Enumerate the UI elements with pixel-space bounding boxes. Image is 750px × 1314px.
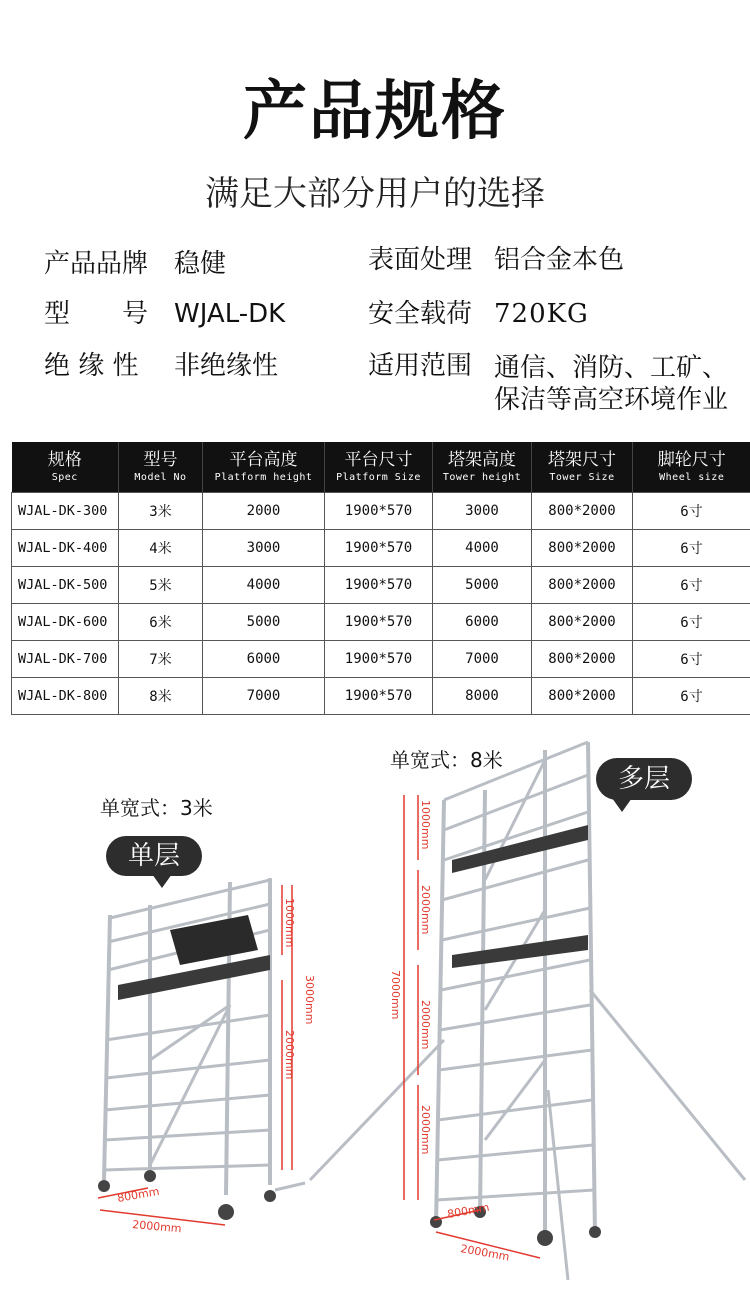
left-dim-w2: 2000mm [131,1218,183,1236]
single-layer-bubble: 单层 [106,836,202,876]
cell-platform-height: 3000 [203,530,325,567]
cell-model: 5米 [119,567,203,604]
cell-model: 4米 [119,530,203,567]
cell-tower-height: 7000 [433,641,532,678]
header-platform-size: 平台尺寸 Platform Size [325,442,433,493]
cell-tower-size: 800*2000 [532,641,633,678]
header-tower-size: 塔架尺寸 Tower Size [532,442,633,493]
cell-platform-height: 6000 [203,641,325,678]
spec-value-usage-line1: 通信、消防、工矿、 [494,353,729,383]
spec-value-surface: 铝合金本色 [494,245,625,275]
cell-model: 8米 [119,678,203,715]
right-tower-label: 单宽式：8米 [390,748,503,772]
cell-tower-height: 4000 [433,530,532,567]
cell-wheel-size: 6寸 [633,604,750,641]
spec-label-surface: 表面处理 [368,245,473,275]
cell-tower-size: 800*2000 [532,493,633,530]
cell-spec: WJAL-DK-500 [12,567,119,604]
cell-model: 6米 [119,604,203,641]
cell-spec: WJAL-DK-800 [12,678,119,715]
page-title: 产品规格 [243,75,507,149]
cell-platform-size: 1900*570 [325,641,433,678]
cell-platform-size: 1900*570 [325,678,433,715]
left-dim-d1: 1000mm [283,898,296,948]
cell-model: 7米 [119,641,203,678]
spec-value-insulation: 非绝缘性 [174,351,279,381]
cell-spec: WJAL-DK-600 [12,604,119,641]
spec-value-brand: 稳健 [174,249,227,279]
spec-value-load: 720KG [494,299,589,329]
multi-layer-tower-image [310,742,745,1280]
left-dim-w1: 800mm [116,1184,161,1205]
spec-value-usage-line2: 保洁等高空环境作业 [494,385,729,415]
cell-wheel-size: 6寸 [633,530,750,567]
cell-model: 3米 [119,493,203,530]
single-platform-hatch [170,915,258,965]
cell-platform-size: 1900*570 [325,530,433,567]
right-dim-d4: 2000mm [419,1000,432,1050]
cell-tower-size: 800*2000 [532,678,633,715]
cell-tower-size: 800*2000 [532,567,633,604]
spec-value-model: WJAL-DK [174,299,286,329]
spec-label-load: 安全载荷 [368,299,473,329]
cell-tower-height: 5000 [433,567,532,604]
cell-wheel-size: 6寸 [633,493,750,530]
cell-wheel-size: 6寸 [633,641,750,678]
left-dim-d2: 3000mm [303,975,316,1025]
header-wheel-size: 脚轮尺寸 Wheel size [633,442,750,493]
cell-platform-size: 1900*570 [325,567,433,604]
cell-platform-height: 5000 [203,604,325,641]
right-dim-d1: 1000mm [419,800,432,850]
left-tower-label: 单宽式：3米 [100,796,213,820]
right-dim-w1: 800mm [446,1200,491,1221]
page-subtitle: 满足大部分用户的选择 [205,174,545,214]
header-platform-height: 平台高度 Platform height [203,442,325,493]
right-dim-w2: 2000mm [459,1242,511,1264]
cell-platform-size: 1900*570 [325,493,433,530]
cell-tower-size: 800*2000 [532,604,633,641]
cell-tower-height: 8000 [433,678,532,715]
cell-tower-height: 6000 [433,604,532,641]
right-dim-d2: 2000mm [419,885,432,935]
spec-label-model: 型 号 [44,299,149,329]
header-spec: 规格 Spec [12,442,119,493]
cell-platform-height: 7000 [203,678,325,715]
spec-label-usage: 适用范围 [368,351,473,381]
cell-spec: WJAL-DK-300 [12,493,119,530]
left-dim-d3: 2000mm [283,1030,296,1080]
cell-wheel-size: 6寸 [633,678,750,715]
cell-spec: WJAL-DK-700 [12,641,119,678]
cell-platform-height: 4000 [203,567,325,604]
cell-platform-height: 2000 [203,493,325,530]
multi-layer-bubble: 多层 [596,758,692,800]
right-dim-d3: 7000mm [389,970,402,1020]
spec-label-insulation: 绝 缘 性 [44,351,139,381]
spec-label-brand: 产品品牌 [44,249,149,279]
header-tower-height: 塔架高度 Tower height [433,442,532,493]
right-dim-d5: 2000mm [419,1105,432,1155]
cell-platform-size: 1900*570 [325,604,433,641]
cell-spec: WJAL-DK-400 [12,530,119,567]
cell-tower-size: 800*2000 [532,530,633,567]
header-model-no: 型号 Model No [119,442,203,493]
cell-tower-height: 3000 [433,493,532,530]
cell-wheel-size: 6寸 [633,567,750,604]
